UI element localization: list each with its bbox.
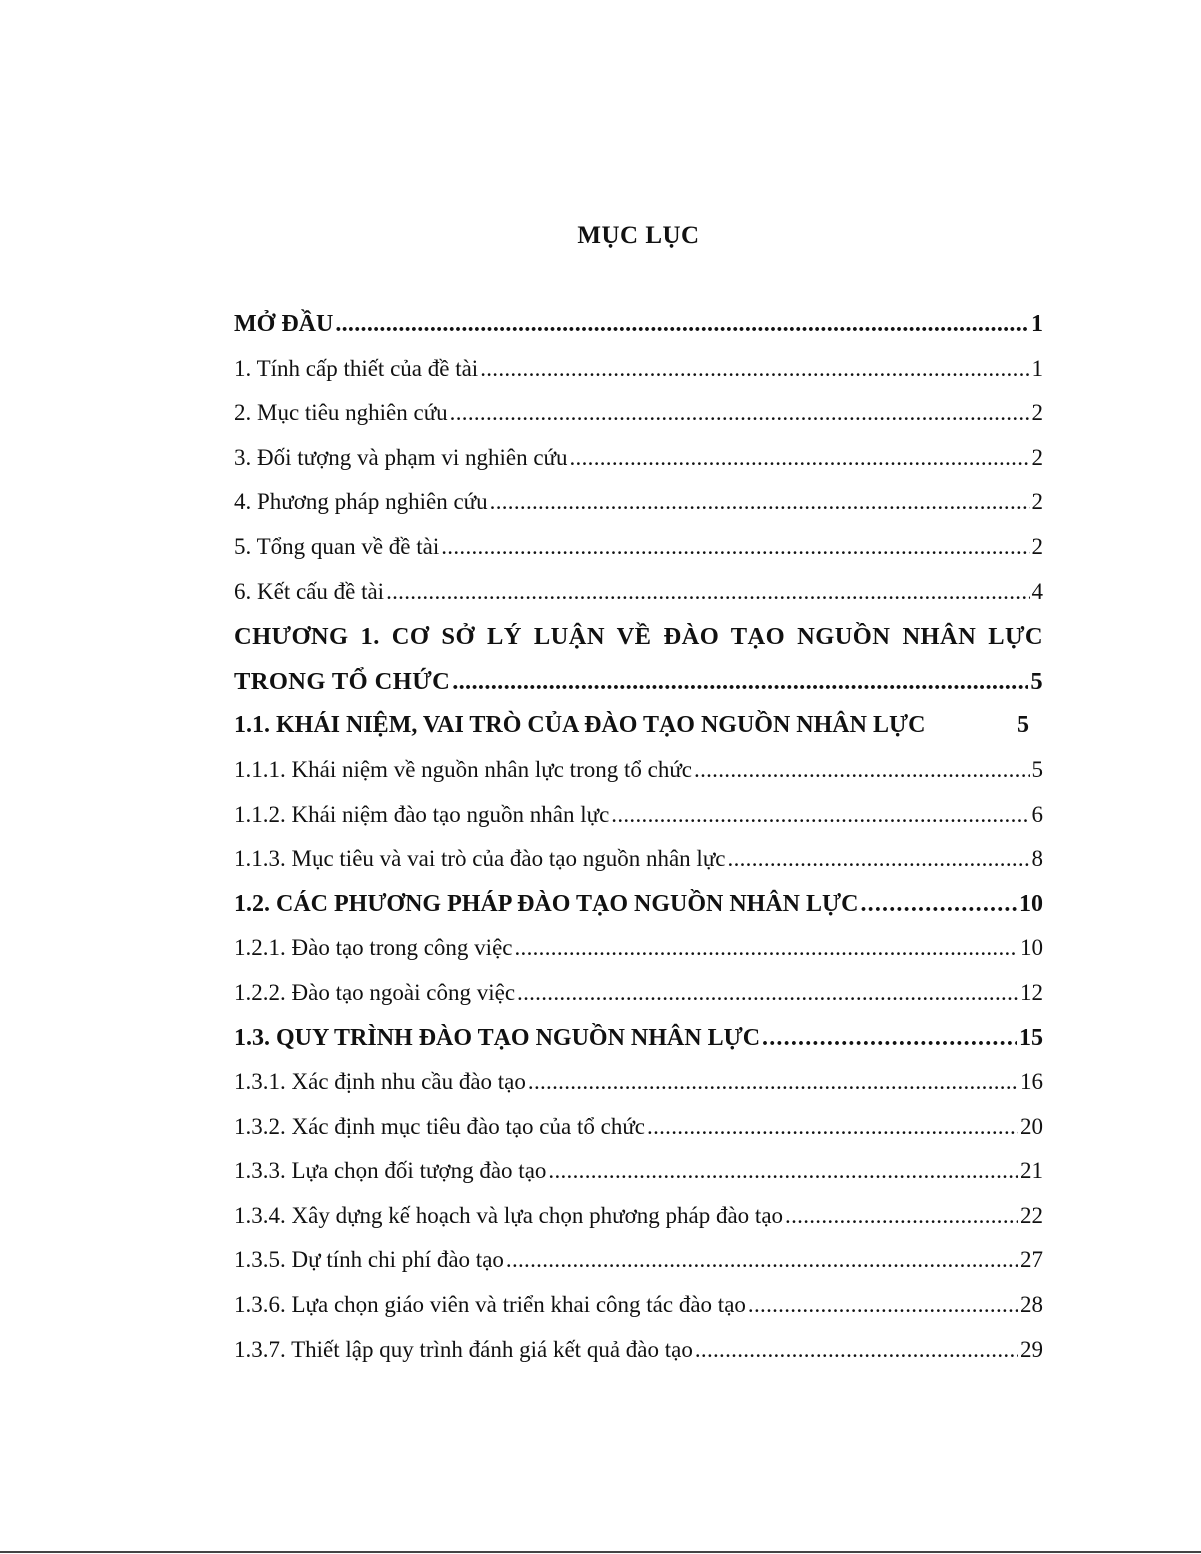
toc-entry[interactable] bbox=[234, 1114, 1043, 1159]
toc-entry-page: 2 bbox=[1031, 444, 1043, 470]
dot-leader bbox=[490, 489, 1030, 515]
toc-entry-page: 20 bbox=[1020, 1113, 1043, 1139]
toc-entry-page: 5 bbox=[1030, 667, 1043, 695]
toc-entry-page: 6 bbox=[1031, 801, 1043, 827]
toc-entry-label: 1.3.5. Dự tính chi phí đào tạo bbox=[234, 1247, 504, 1273]
toc-entry-page: 2 bbox=[1031, 489, 1043, 515]
dot-leader bbox=[450, 400, 1030, 426]
toc-entry-label: 1.3.6. Lựa chọn giáo viên và triển khai công tác đào tạo bbox=[234, 1292, 746, 1318]
toc-entry[interactable] bbox=[234, 802, 1043, 847]
toc-entry-label: 1.3.1. Xác định nhu cầu đào tạo bbox=[234, 1069, 526, 1095]
dot-leader bbox=[452, 668, 1028, 696]
toc-entry[interactable] bbox=[234, 1247, 1043, 1292]
dot-leader bbox=[762, 1025, 1017, 1052]
dot-leader bbox=[517, 980, 1018, 1006]
toc-entry[interactable] bbox=[234, 1292, 1043, 1337]
toc-entry-page: 28 bbox=[1020, 1292, 1043, 1318]
toc-entry[interactable] bbox=[234, 1203, 1043, 1248]
page-title: MỤC LỤC bbox=[577, 222, 700, 249]
toc-entry-page: 1 bbox=[1031, 311, 1043, 337]
toc-entry-page: 15 bbox=[1019, 1024, 1043, 1051]
toc-entry-label: 4. Phương pháp nghiên cứu bbox=[234, 489, 488, 515]
toc-entry-label: 1.1. KHÁI NIỆM, VAI TRÒ CỦA ĐÀO TẠO NGUỒN NHÂN LỰC bbox=[234, 712, 926, 739]
toc-entry[interactable] bbox=[234, 400, 1043, 445]
page-bottom-edge bbox=[0, 1551, 1201, 1553]
toc-entry-label: 6. Kết cấu đề tài bbox=[234, 578, 385, 604]
toc-entry[interactable] bbox=[234, 445, 1043, 490]
toc-entry-page: 2 bbox=[1031, 533, 1043, 559]
toc-entry-label: 1.2. CÁC PHƯƠNG PHÁP ĐÀO TẠO NGUỒN NHÂN LỰC bbox=[234, 890, 859, 917]
toc-entry[interactable] bbox=[234, 668, 1043, 713]
toc-entry[interactable] bbox=[234, 1025, 1043, 1070]
dot-leader bbox=[748, 1292, 1018, 1318]
toc-entry-label: 1.1.1. Khái niệm về nguồn nhân lực trong tổ chức bbox=[234, 756, 693, 782]
toc-chapter-heading[interactable] bbox=[234, 623, 1043, 668]
toc-entry-label: 1.2.2. Đào tạo ngoài công việc bbox=[234, 979, 516, 1005]
dot-leader bbox=[528, 1069, 1018, 1095]
dot-leader bbox=[514, 935, 1018, 961]
dot-leader bbox=[728, 846, 1030, 872]
dot-leader bbox=[441, 534, 1029, 560]
dot-leader bbox=[611, 802, 1029, 828]
toc-entry[interactable] bbox=[234, 489, 1043, 534]
dot-leader bbox=[548, 1158, 1018, 1184]
toc-entry-label: 5. Tổng quan về đề tài bbox=[234, 533, 440, 559]
toc-entry-page: 16 bbox=[1020, 1069, 1043, 1095]
toc-entry-label: 1. Tính cấp thiết của đề tài bbox=[234, 355, 479, 381]
toc-entry-page: 5 bbox=[1031, 756, 1043, 782]
dot-leader bbox=[480, 356, 1029, 382]
toc-entry-page: 8 bbox=[1031, 846, 1043, 872]
dot-leader bbox=[695, 1337, 1018, 1363]
toc-entry-label: CHƯƠNG 1. CƠ SỞ LÝ LUẬN VỀ ĐÀO TẠO NGUỒN NHÂN LỰC bbox=[234, 623, 1043, 651]
toc-entry-page: 29 bbox=[1020, 1336, 1043, 1362]
dot-leader bbox=[335, 311, 1029, 338]
toc-entry-label: TRONG TỔ CHỨC bbox=[234, 667, 451, 695]
toc-entry[interactable] bbox=[234, 579, 1043, 624]
toc-entry[interactable] bbox=[234, 311, 1043, 356]
toc-entry-label: 1.3.4. Xây dựng kế hoạch và lựa chọn phương pháp đào tạo bbox=[234, 1202, 784, 1228]
toc-entry-label: 1.2.1. Đào tạo trong công việc bbox=[234, 935, 513, 961]
toc-entry-label: 1.3.2. Xác định mục tiêu đào tạo của tổ chức bbox=[234, 1113, 646, 1139]
toc-entry-page: 5 bbox=[1017, 712, 1029, 739]
toc-entry-page: 21 bbox=[1020, 1158, 1043, 1184]
toc-entry[interactable] bbox=[234, 935, 1043, 980]
toc-entry-page: 27 bbox=[1020, 1247, 1043, 1273]
toc-entry[interactable] bbox=[234, 980, 1043, 1025]
toc-entry-label: 1.1.3. Mục tiêu và vai trò của đào tạo nguồn nhân lực bbox=[234, 846, 726, 872]
dot-leader bbox=[506, 1247, 1018, 1273]
toc-entry[interactable] bbox=[234, 712, 1043, 757]
toc-entry-label: MỞ ĐẦU bbox=[234, 311, 334, 337]
toc-entry-label: 1.3.7. Thiết lập quy trình đánh giá kết quả đào tạo bbox=[234, 1336, 693, 1362]
toc-entry[interactable] bbox=[234, 846, 1043, 891]
toc-entry-label: 1.3. QUY TRÌNH ĐÀO TẠO NGUỒN NHÂN LỰC bbox=[234, 1024, 761, 1051]
toc-entry-page: 12 bbox=[1020, 979, 1043, 1005]
dot-leader bbox=[694, 757, 1029, 783]
dot-leader bbox=[386, 579, 1029, 605]
toc-entry-label: 1.3.3. Lựa chọn đối tượng đào tạo bbox=[234, 1158, 547, 1184]
toc-entry-label: 1.1.2. Khái niệm đào tạo nguồn nhân lực bbox=[234, 801, 610, 827]
dot-leader bbox=[785, 1203, 1018, 1229]
toc-entry[interactable] bbox=[234, 891, 1043, 936]
toc-entry-page: 4 bbox=[1031, 578, 1043, 604]
toc-entry-page: 10 bbox=[1020, 935, 1043, 961]
toc-entry-label: 2. Mục tiêu nghiên cứu bbox=[234, 400, 448, 426]
toc-entry-label: 3. Đối tượng và phạm vi nghiên cứu bbox=[234, 444, 568, 470]
table-of-contents bbox=[234, 311, 1043, 1381]
dot-leader bbox=[860, 891, 1017, 918]
toc-entry[interactable] bbox=[234, 1158, 1043, 1203]
toc-entry[interactable] bbox=[234, 1337, 1043, 1382]
toc-entry-page: 22 bbox=[1020, 1202, 1043, 1228]
toc-entry[interactable] bbox=[234, 1069, 1043, 1114]
toc-entry[interactable] bbox=[234, 356, 1043, 401]
dot-leader bbox=[570, 445, 1030, 471]
dot-leader bbox=[647, 1114, 1018, 1140]
toc-entry-page: 10 bbox=[1019, 890, 1043, 917]
toc-entry-page: 1 bbox=[1031, 355, 1043, 381]
toc-entry[interactable] bbox=[234, 757, 1043, 802]
toc-entry-page: 2 bbox=[1031, 400, 1043, 426]
toc-entry[interactable] bbox=[234, 534, 1043, 579]
